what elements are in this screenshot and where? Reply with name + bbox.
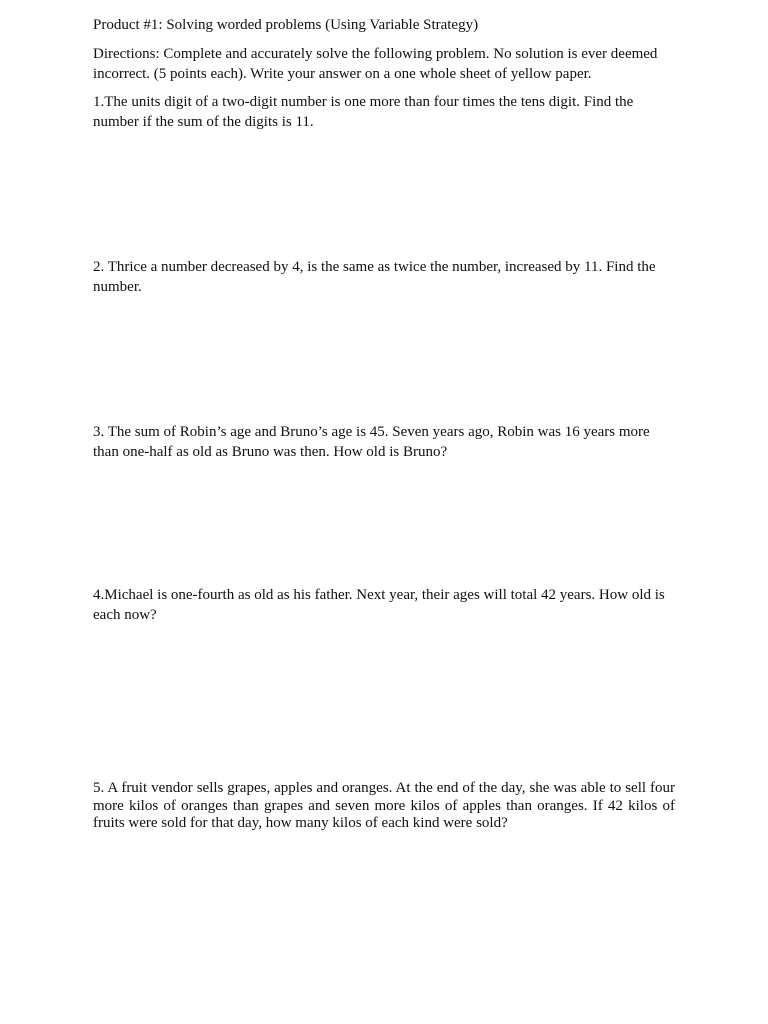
problem-2: 2. Thrice a number decreased by 4, is the same as twice the number, increased by 11. Find the number. <box>93 259 656 295</box>
problem-4: 4.Michael is one-fourth as old as his father. Next year, their ages will total 42 years. How old is each now? <box>93 587 665 623</box>
problem-1: 1.The units digit of a two-digit number is one more than four times the tens digit. Find the number if the sum of the digits is 11. <box>93 94 634 130</box>
problem-5: 5. A fruit vendor sells grapes, apples and oranges. At the end of the day, she was able to sell four more kilos of oranges than grapes and seven more kilos of apples than oranges. If 42 kilos of fruits were sold for that day, how many kilos of each kind were sold? <box>93 780 675 831</box>
directions-text: Directions: Complete and accurately solve the following problem. No solution is ever deemed incorrect. (5 points each). Write your answer on a one whole sheet of yellow paper. <box>93 46 658 82</box>
worksheet-title: Product #1: Solving worded problems (Using Variable Strategy) <box>93 17 479 33</box>
problem-3: 3. The sum of Robin’s age and Bruno’s age is 45. Seven years ago, Robin was 16 years more than one-half as old as Bruno was then. How old is Bruno? <box>93 424 650 460</box>
